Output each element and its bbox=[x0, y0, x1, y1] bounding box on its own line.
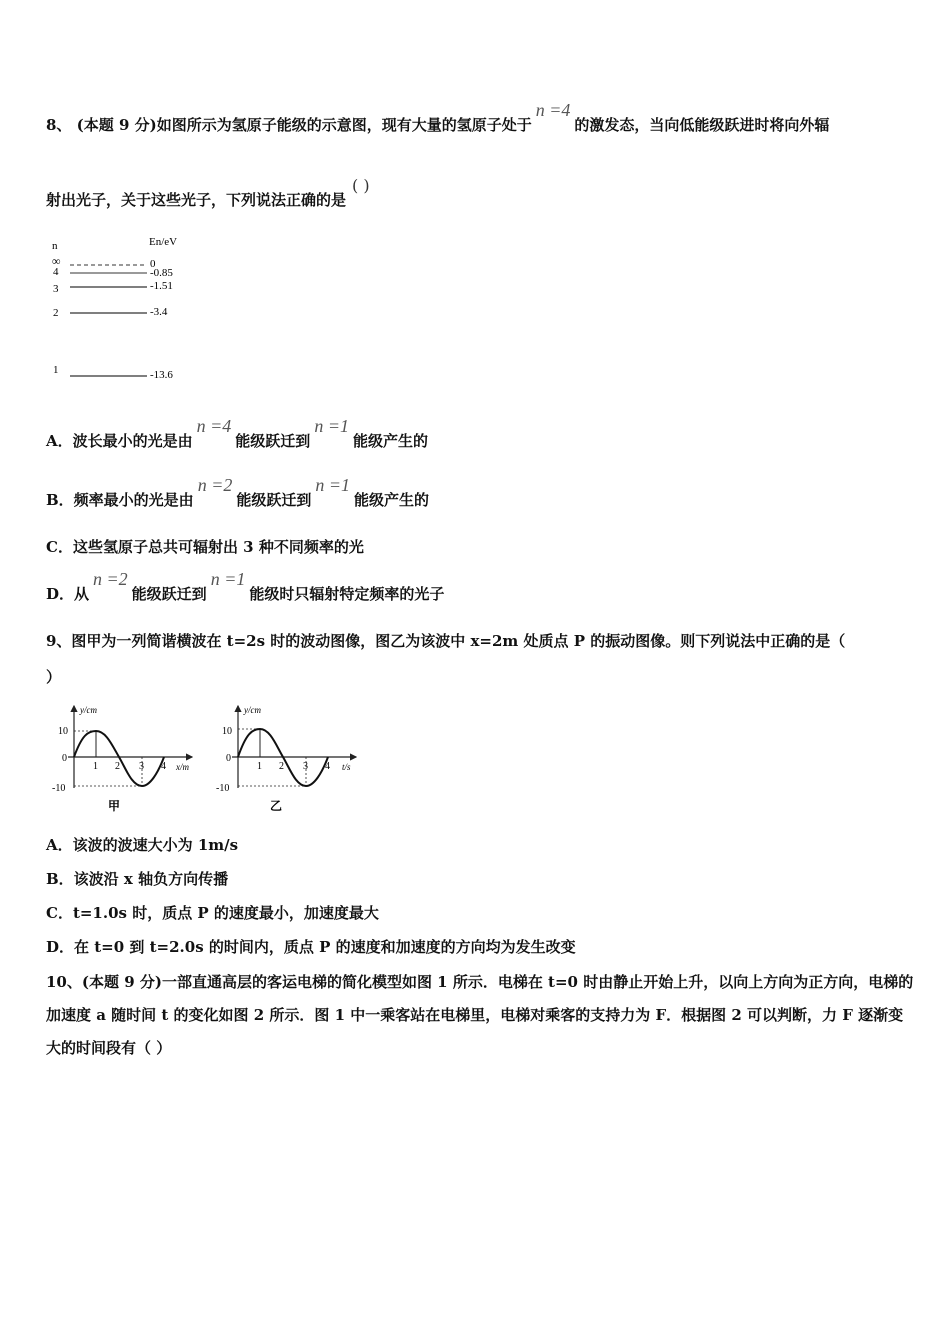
yi-ylabel: y/cm bbox=[244, 705, 261, 715]
wave-graph-jia bbox=[50, 700, 200, 814]
energy-level-diagram bbox=[46, 232, 206, 392]
yi-ybottom: -10 bbox=[216, 783, 230, 794]
level-4-n: 4 bbox=[53, 266, 59, 278]
jia-wave bbox=[74, 731, 164, 786]
q8-b-math1: n =2 bbox=[197, 475, 233, 495]
level-2-e: -3.4 bbox=[150, 306, 168, 318]
q8-d-pre: D．从 bbox=[46, 585, 90, 603]
diagram-header-e: En/eV bbox=[149, 236, 178, 248]
jia-xlabel: x/m bbox=[176, 762, 189, 772]
q9-option-c[interactable]: C．t=1.0s 时，质点 P 的速度最小，加速度最大 bbox=[46, 904, 379, 922]
yi-tick-2: 2 bbox=[279, 761, 284, 772]
q10-stem: 10、(本题 9 分)一部直通高层的客运电梯的简化模型如图 1 所示．电梯在 t=0 时由静止开始上升，以向上方向为正方向，电梯的加速度 a 随时间 t 的变化如图 2 所示．图 1 中一乘客站在电梯里，电梯对乘客的支持力为 F．根据图 2 可以判断，力 F 逐渐变大的时间段有（ ） bbox=[46, 973, 914, 1057]
q8-answer-paren: ( ) bbox=[352, 176, 370, 195]
q8-b-pre: B．频率最小的光是由 bbox=[46, 491, 194, 509]
level-inf-n: ∞ bbox=[52, 254, 61, 268]
q8-stem-line2 bbox=[46, 176, 370, 210]
q9-option-d[interactable]: D．在 t=0 到 t=2.0s 的时间内，质点 P 的速度和加速度的方向均为发生改变 bbox=[46, 938, 576, 956]
jia-ytop: 10 bbox=[58, 726, 68, 737]
q8-math-n: n =4 bbox=[535, 100, 571, 120]
q8-stem-prefix: 8、 (本题 9 分)如图所示为氢原子能级的示意图，现有大量的氢原子处于 bbox=[46, 116, 532, 134]
q9-stem-line2: ） bbox=[46, 668, 62, 686]
q8-a-mid: 能级跃迁到 bbox=[235, 432, 311, 450]
yi-yzero: 0 bbox=[226, 753, 231, 764]
q8-option-d[interactable] bbox=[46, 569, 445, 604]
q8-option-b[interactable] bbox=[46, 475, 430, 510]
q9-option-b[interactable]: B．该波沿 x 轴负方向传播 bbox=[46, 870, 229, 888]
vibration-graph-yi bbox=[214, 700, 364, 814]
diagram-header-n: n bbox=[52, 240, 58, 252]
level-1-e: -13.6 bbox=[150, 369, 173, 381]
jia-tick-2: 2 bbox=[115, 761, 120, 772]
jia-caption: 甲 bbox=[108, 799, 121, 813]
q9-option-a[interactable]: A．该波的波速大小为 1m/s bbox=[46, 836, 239, 854]
q8-stem-text2: 射出光子，关于这些光子，下列说法正确的是 bbox=[46, 191, 347, 209]
q8-d-math1: n =2 bbox=[93, 569, 128, 589]
yi-ytop: 10 bbox=[222, 726, 232, 737]
jia-ylabel: y/cm bbox=[80, 705, 97, 715]
q8-stem-suffix: 的激发态，当向低能级跃进时将向外辐 bbox=[574, 116, 830, 134]
q8-d-math2: n =1 bbox=[210, 569, 246, 589]
level-2-n: 2 bbox=[53, 307, 59, 319]
level-4-e: -0.85 bbox=[150, 267, 173, 279]
jia-ybottom: -10 bbox=[52, 783, 66, 794]
level-1-n: 1 bbox=[53, 364, 59, 376]
jia-tick-1: 1 bbox=[93, 761, 98, 772]
yi-tick-3: 3 bbox=[303, 761, 308, 772]
q8-a-math2: n =1 bbox=[314, 416, 349, 436]
yi-tick-4: 4 bbox=[325, 761, 330, 772]
q8-a-math1: n =4 bbox=[196, 416, 232, 436]
q8-option-a[interactable] bbox=[46, 416, 428, 451]
level-inf-e: 0 bbox=[150, 258, 156, 270]
q8-b-post: 能级产生的 bbox=[354, 491, 430, 509]
yi-xlabel: t/s bbox=[342, 762, 351, 772]
level-3-n: 3 bbox=[53, 283, 59, 295]
jia-yzero: 0 bbox=[62, 753, 67, 764]
q8-stem-line1 bbox=[46, 100, 830, 135]
q9-stem-line1: 9、图甲为一列简谐横波在 t=2s 时的波动图像，图乙为该波中 x=2m 处质点 P 的振动图像。则下列说法中正确的是（ bbox=[46, 632, 846, 650]
q8-d-post: 能级时只辐射特定频率的光子 bbox=[249, 585, 445, 603]
q8-d-mid: 能级跃迁到 bbox=[131, 585, 207, 603]
q8-option-c[interactable]: C．这些氢原子总共可辐射出 3 种不同频率的光 bbox=[46, 538, 364, 556]
q8-a-post: 能级产生的 bbox=[352, 432, 428, 450]
yi-tick-1: 1 bbox=[257, 761, 262, 772]
level-3-e: -1.51 bbox=[150, 280, 173, 292]
q8-b-mid: 能级跃迁到 bbox=[236, 491, 312, 509]
jia-tick-3: 3 bbox=[139, 761, 144, 772]
q8-a-pre: A．波长最小的光是由 bbox=[46, 432, 193, 450]
q8-b-math2: n =1 bbox=[315, 475, 351, 495]
yi-caption: 乙 bbox=[270, 799, 283, 813]
jia-tick-4: 4 bbox=[161, 761, 166, 772]
